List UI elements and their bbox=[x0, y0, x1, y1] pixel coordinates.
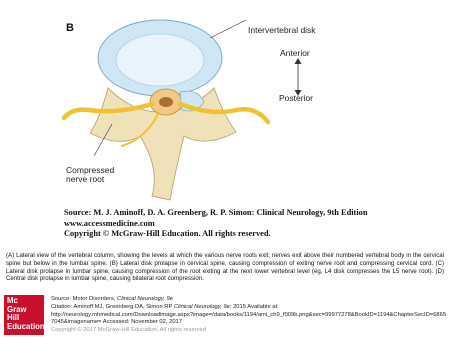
mcgraw-hill-logo bbox=[4, 295, 44, 335]
figure-source bbox=[64, 208, 368, 240]
cord-gray-matter bbox=[159, 97, 173, 107]
footer-text bbox=[51, 296, 447, 335]
footer bbox=[0, 292, 450, 338]
footer-source-line bbox=[51, 296, 447, 304]
footer-citation-prefix: Citation: Aminoff MJ, Greenberg DA, Simon RP bbox=[51, 303, 174, 310]
figure-source-line-1: Source: M. J. Aminoff, D. A. Greenberg, R. P. Simon: Clinical Neurology, 9th Edition bbox=[64, 208, 368, 217]
anterior-arrowhead bbox=[295, 58, 302, 64]
figure-source-line-3: Copyright © McGraw-Hill Education. All rights reserved. bbox=[64, 229, 271, 238]
footer-copyright: Copyright © 2017 McGraw-Hill Education. All rights reserved bbox=[51, 327, 207, 334]
footer-citation-line bbox=[51, 304, 447, 312]
footer-citation-suffix: ; 2015 Available at: bbox=[229, 303, 279, 310]
logo-text: Mc Graw Hill Education bbox=[7, 296, 45, 332]
footer-citation-title: Clinical Neurology, 9e bbox=[173, 303, 230, 310]
footer-source-prefix: Source: Motor Disorders, bbox=[51, 296, 118, 302]
panel-letter: B bbox=[66, 22, 74, 34]
footer-source-title: Clinical Neurology, 9e bbox=[117, 296, 174, 302]
footer-url[interactable]: http://neurology.mhmedical.com/Downloadimage.aspx?image=/data/books/1194/ami_ch9_f009b.png&sec=99977278&BookID=1194&ChapterSecID=68657045&imagename= Accessed: November 02, 2017 bbox=[51, 311, 447, 326]
figure-caption: (A) Lateral view of the vertebral column, showing the levels at which the various nerve roots exit; nerves exit above their numbered vertebral body in the cervical spine but below in the lumbar spine. (B) Lateral disk prolapse in cervical spine, causing compression of exiting nerve root and compressing cervical cord. (C) Lateral disk prolapse in lumbar spine, causing compression of the root exiting at the next lower vertebral level (eg, L4 disk compresses the L5 nerve root). (D) Central disk prolapse in lumbar spine, causing bilateral root compression. bbox=[6, 252, 444, 283]
anterior-label: Anterior bbox=[280, 48, 310, 58]
intervertebral-disk-label: Intervertebral disk bbox=[248, 25, 316, 35]
posterior-label: Posterior bbox=[279, 93, 314, 103]
disk-leader-line bbox=[210, 20, 246, 38]
compressed-nerve-root-label: Compressed nerve root bbox=[66, 165, 115, 184]
figure-source-line-2: www.accessmedicine.com bbox=[64, 218, 155, 228]
disk-inner-shape bbox=[116, 34, 204, 86]
